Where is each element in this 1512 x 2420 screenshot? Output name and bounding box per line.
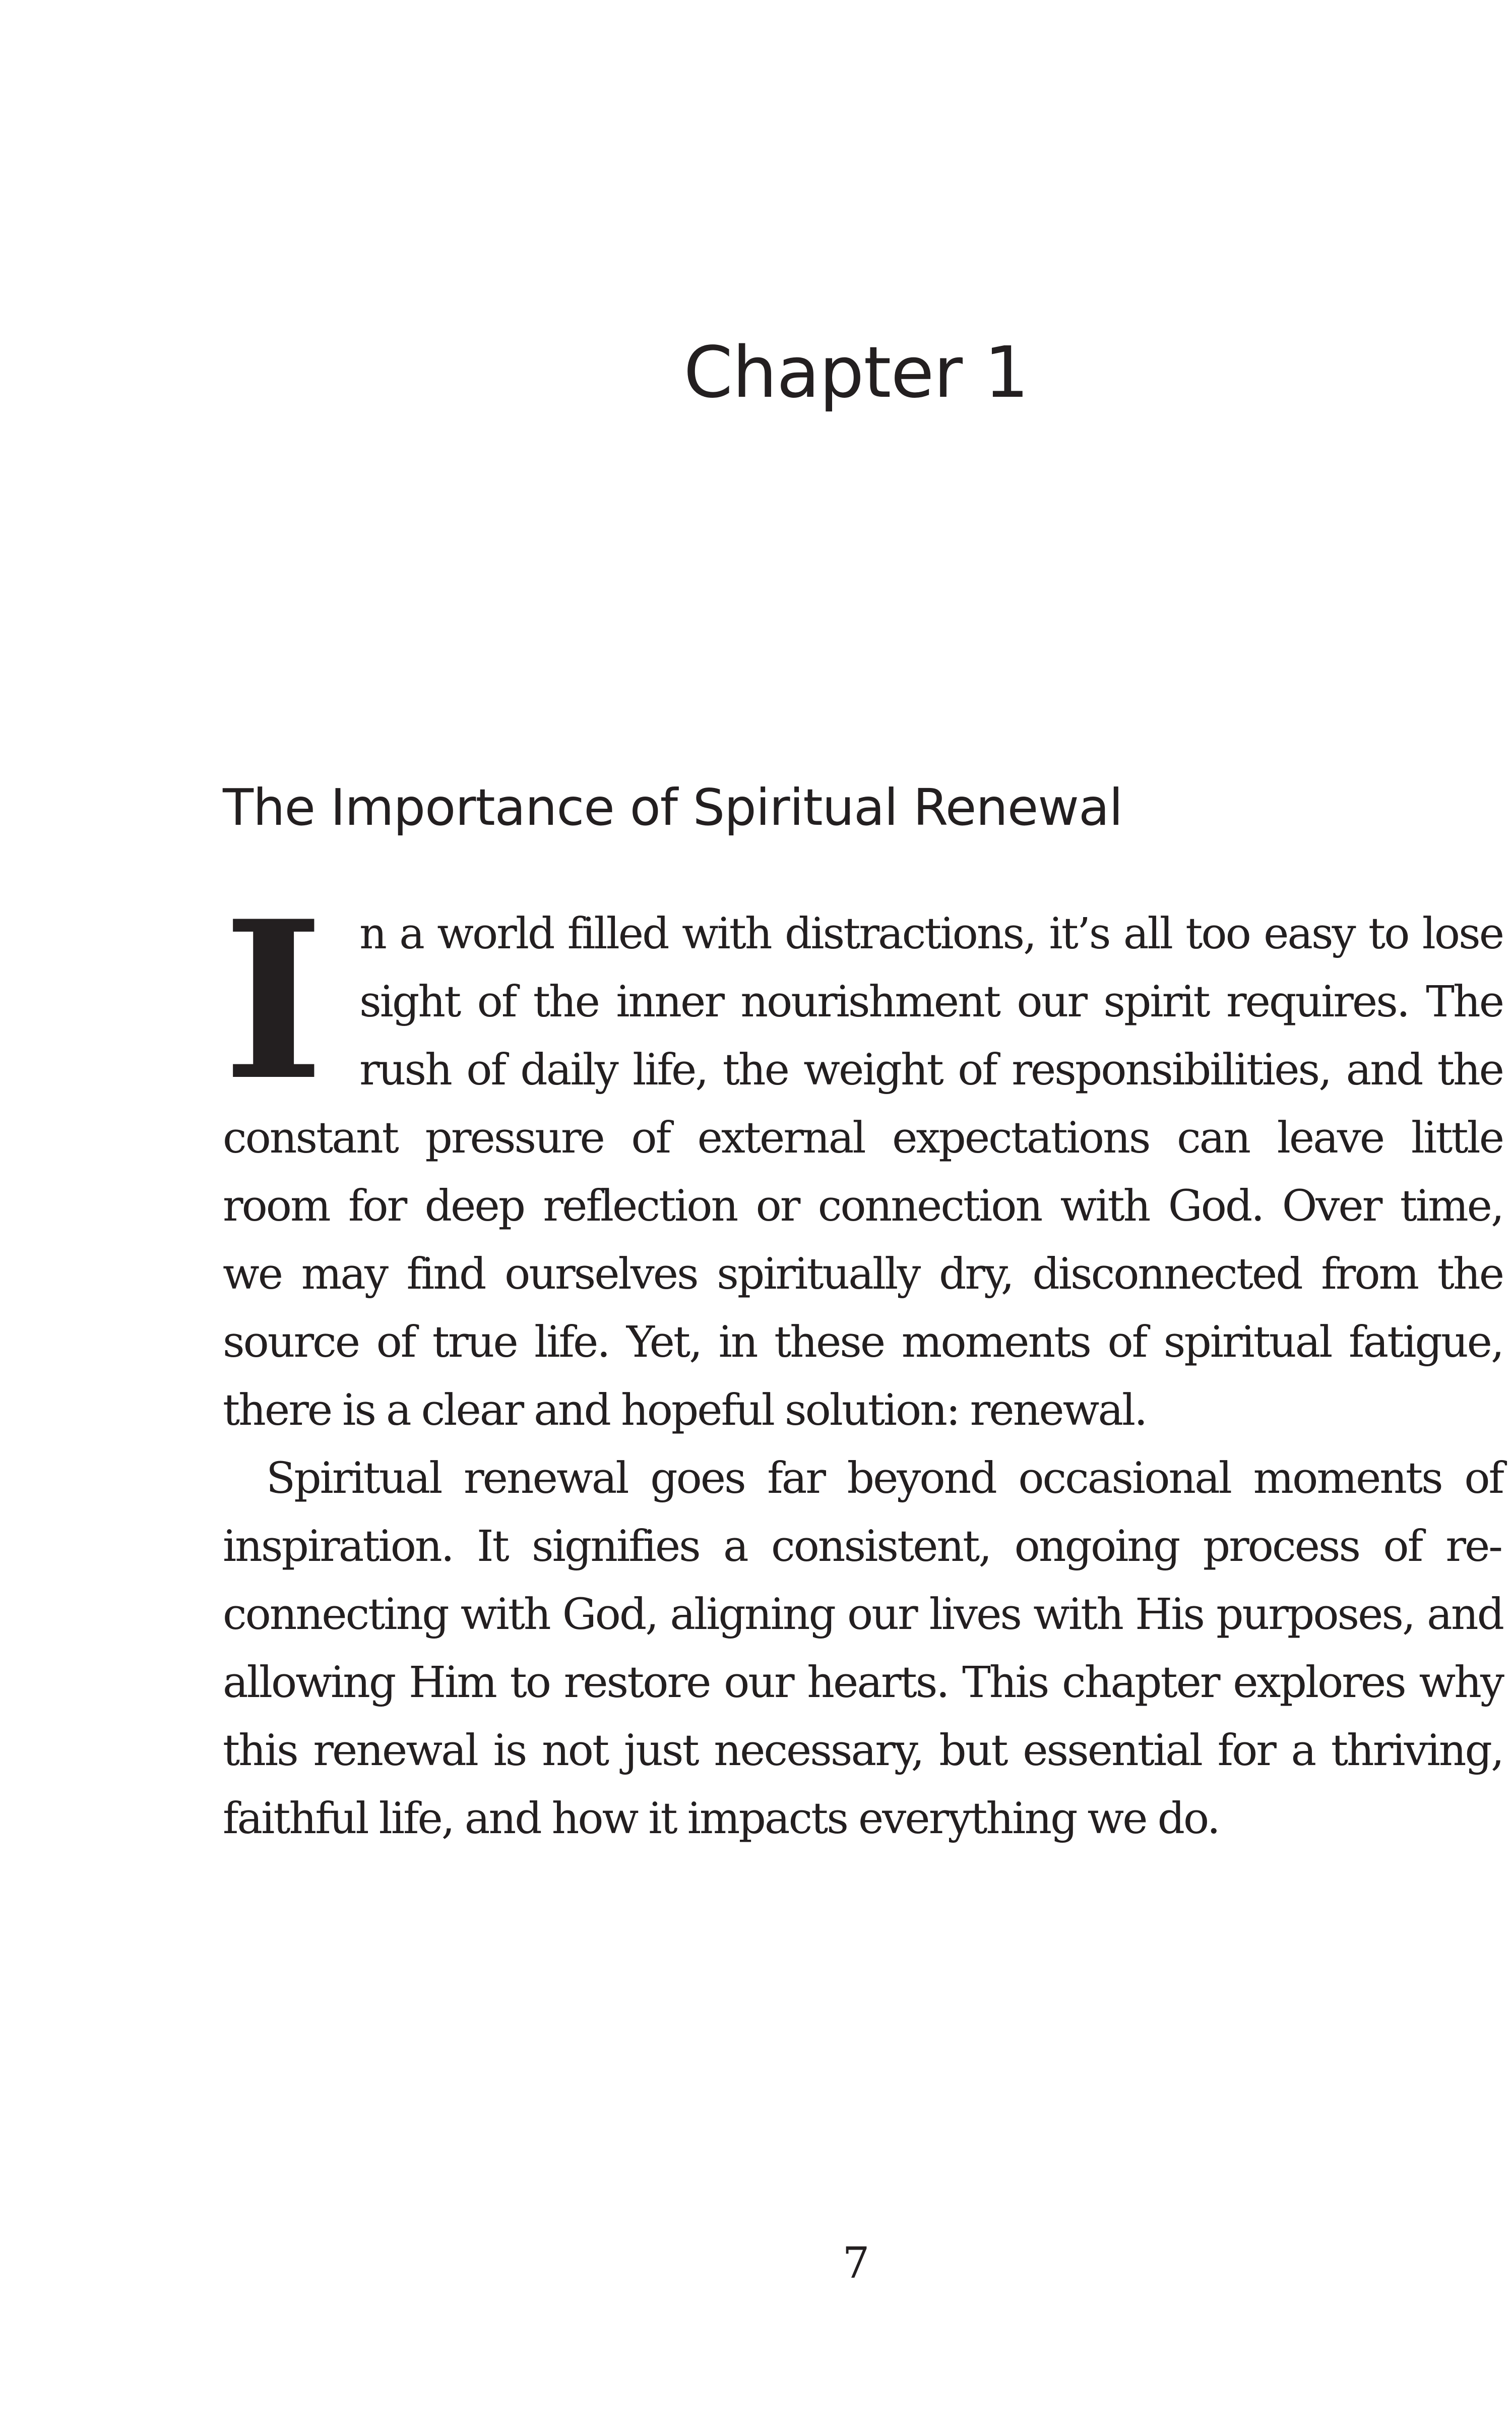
paragraph-1: n a world filled with distractions, it’s all too easy to lose sight of the inner nourishment our spirit requires. The rush of daily life, the weight of responsibilities, and the constant pressure of external expectations can leave little room for deep reflection or connection with God. Over time, we may find ourselves spiritually dry, disconnected from the source of true life. Yet, in these moments of spiritual fatigue, there is a clear and hopeful solution: renewal. xyxy=(223,909,1503,1435)
paragraph-2: Spiritual renewal goes far beyond occasional moments of inspiration. It signifies a consistent, ongoing process of reconnecting with God, aligning our lives with His purposes, and allowing Him to restore our hearts. This chapter explores why this renewal is not just necessary, but essential for a thriving, faithful life, and how it impacts everything we do. xyxy=(223,1454,1503,1844)
section-heading: The Importance of Spiritual Renewal xyxy=(223,778,1123,837)
page-number: 7 xyxy=(842,2238,870,2288)
chapter-title: Chapter 1 xyxy=(683,332,1029,414)
body-text xyxy=(223,874,1503,1853)
drop-cap: I xyxy=(223,874,325,1128)
